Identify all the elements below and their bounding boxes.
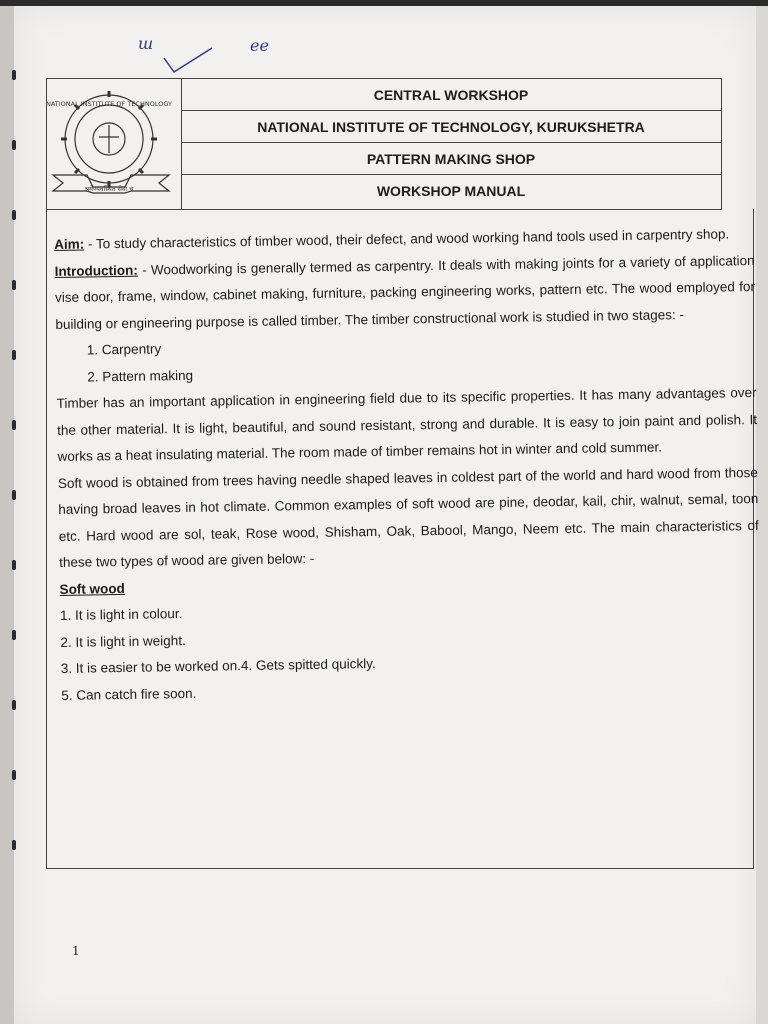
list-item: 2. It is light in weight. xyxy=(60,632,186,650)
handwritten-mark: ee xyxy=(250,36,269,55)
list-item: 5. Can catch fire soon. xyxy=(61,685,197,703)
aim-text: - To study characteristics of timber wood, their defect, and wood working hand tools used in carpentry shop. xyxy=(84,226,730,252)
timber-paragraph: Timber has an important application in engineering field due to its specific properties. It has many advantages over the other material. It is light, beautiful, and sound resistant, strong and durable. It is easy to join paint and polish. It works as a heat insulating material. The room made of timber remains hot in winter and cold summer. xyxy=(56,384,758,464)
intro-paragraph xyxy=(54,248,755,338)
softwood-paragraph: Soft wood is obtained from trees having needle shaped leaves in coldest part of the world and hard wood from those having broad leaves in hot climate. Common examples of soft wood are pine, deodar, kail, chir, walnut, semal, toon etc. Hard wood are sol, teak, Rose wood, Shisham, Oak, Babool, Mango, Neem etc. The main characteristics of these two types of wood are given below: - xyxy=(57,464,759,570)
nit-logo xyxy=(47,79,182,209)
svg-text:NATIONAL INSTITUTE OF TECHNOLO: NATIONAL INSTITUTE OF TECHNOLOGY xyxy=(47,100,173,108)
binding-edge xyxy=(0,0,14,1024)
binding-hole xyxy=(12,630,16,640)
handwritten-mark: ш xyxy=(138,34,154,53)
institute-name: NATIONAL INSTITUTE OF TECHNOLOGY, KURUKSHETRA xyxy=(181,111,721,143)
binding-hole xyxy=(12,280,16,290)
list-item: 3. It is easier to be worked on.4. Gets spitted quickly. xyxy=(60,656,376,676)
binding-hole xyxy=(12,490,16,500)
aim-label: Aim: xyxy=(54,236,85,252)
intro-text: - Woodworking is generally termed as carpentry. It deals with making joints for a variety of application vise door, frame, window, cabinet making, furniture, packing engineering works, pattern etc. The wood employed for building or engineering purpose is called timber. The timber constructional work is studied in two stages: - xyxy=(54,252,756,332)
binding-hole xyxy=(12,140,16,150)
binding-hole xyxy=(12,770,16,780)
manual-title: WORKSHOP MANUAL xyxy=(376,183,526,199)
softwood-heading: Soft wood xyxy=(59,580,125,597)
svg-text:श्रमेण्यवस्थित सेवा च: श्रमेण्यवस्थित सेवा च xyxy=(84,185,134,193)
binding-hole xyxy=(12,420,16,430)
list-item: 2. Pattern making xyxy=(102,353,756,390)
shop-name: PATTERN MAKING SHOP xyxy=(181,143,721,175)
list-item: 1. It is light in colour. xyxy=(59,606,183,623)
binding-hole xyxy=(12,700,16,710)
intro-label: Introduction: xyxy=(54,262,138,279)
top-edge xyxy=(0,0,768,6)
checkmark-icon xyxy=(160,44,216,76)
list-item: 1. Carpentry xyxy=(102,327,756,364)
binding-hole xyxy=(12,210,16,220)
binding-hole xyxy=(12,70,16,80)
binding-hole xyxy=(12,840,16,850)
page-number: 1 xyxy=(72,944,80,958)
header-title: CENTRAL WORKSHOP xyxy=(181,79,721,111)
binding-hole xyxy=(12,350,16,360)
header-table xyxy=(46,78,722,210)
binding-hole xyxy=(12,560,16,570)
document-body xyxy=(54,221,761,709)
